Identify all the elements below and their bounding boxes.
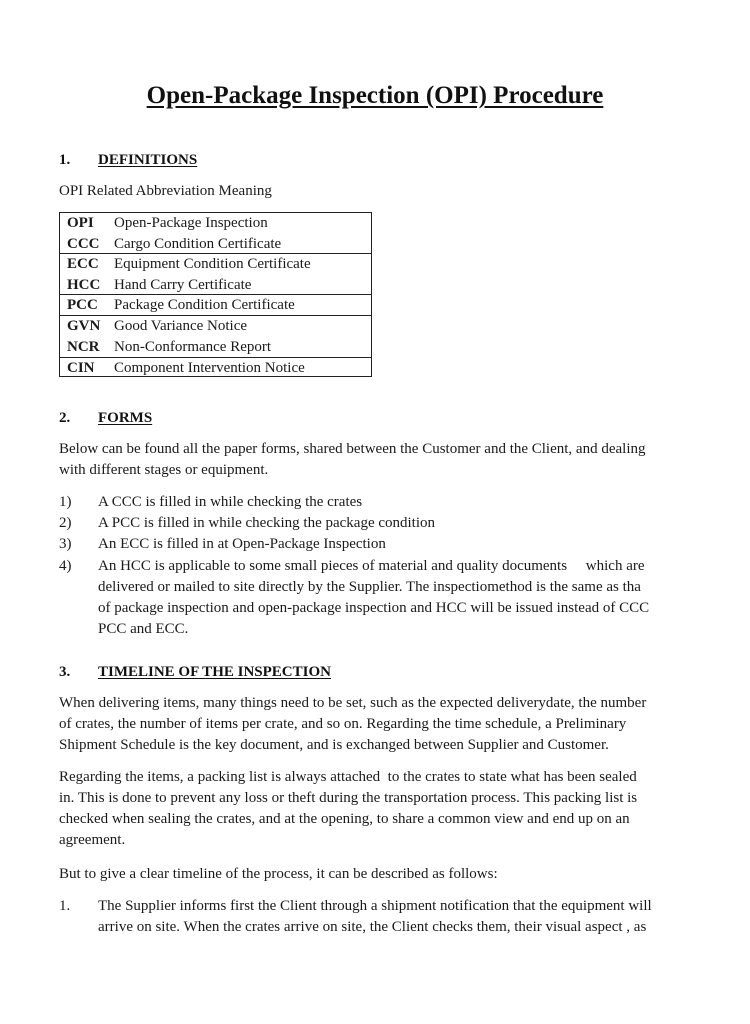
list-text: An ECC is filled in at Open-Package Inspection xyxy=(98,536,386,552)
paragraph-line: in. This is done to prevent any loss or theft during the transportation process. This packing list is xyxy=(59,790,638,806)
section-title: DEFINITIONS xyxy=(98,152,198,168)
paragraph-line: Shipment Schedule is the key document, and is exchanged between Supplier and Customer. xyxy=(59,737,609,753)
abbreviation: OPI xyxy=(67,215,94,231)
list-item xyxy=(59,492,689,513)
table-row xyxy=(60,254,371,275)
paragraph-line: checked when sealing the crates, and at the opening, to share a common view and end up on an xyxy=(59,811,630,827)
paragraph-line: When delivering items, many things need to be set, such as the expected deliverydate, the number xyxy=(59,695,647,711)
section-number: 2. xyxy=(59,410,71,426)
abbreviation: CIN xyxy=(67,360,95,376)
list-text-line: The Supplier informs first the Client through a shipment notification that the equipment will xyxy=(98,898,652,914)
list-item xyxy=(59,556,689,640)
table-row xyxy=(60,316,371,337)
meaning: Equipment Condition Certificate xyxy=(114,256,311,272)
list-number: 2) xyxy=(59,515,72,531)
meaning: Non-Conformance Report xyxy=(114,338,272,355)
section-number: 1. xyxy=(59,152,71,168)
list-text-line: delivered or mailed to site directly by the Supplier. The inspectiomethod is the same as tha xyxy=(98,579,641,595)
paragraph-line: agreement. xyxy=(59,832,126,848)
section-heading-forms xyxy=(59,410,152,427)
list-number: 3) xyxy=(59,536,72,552)
paragraph-line: Regarding the items, a packing list is always attached to the crates to state what has been sealed xyxy=(59,769,637,785)
paragraph-line: Below can be found all the paper forms, shared between the Customer and the Client, and dealing xyxy=(59,441,646,457)
abbreviation: ECC xyxy=(67,256,99,272)
meaning: Package Condition Certificate xyxy=(114,297,295,313)
page-title: Open-Package Inspection (OPI) Procedure xyxy=(146,82,604,109)
abbreviation: NCR xyxy=(67,338,100,355)
abbreviation-table xyxy=(59,212,372,377)
paragraph-line: of crates, the number of items per crate, and so on. Regarding the time schedule, a Preliminary xyxy=(59,716,627,732)
list-text-line: arrive on site. When the crates arrive on site, the Client checks them, their visual aspect , as xyxy=(98,919,647,935)
meaning: Cargo Condition Certificate xyxy=(114,235,282,252)
list-number: 4) xyxy=(59,558,72,574)
table-group xyxy=(60,254,371,295)
table-row xyxy=(60,234,371,255)
table-group xyxy=(60,316,371,358)
table-row xyxy=(60,213,371,234)
list-number: 1) xyxy=(59,494,72,510)
abbreviation: CCC xyxy=(67,235,100,252)
section-title: TIMELINE OF THE INSPECTION xyxy=(98,664,331,680)
paragraph-line: with different stages or equipment. xyxy=(59,462,269,478)
list-text: A PCC is filled in while checking the package condition xyxy=(98,515,436,531)
meaning: Component Intervention Notice xyxy=(114,360,305,376)
table-row xyxy=(60,275,371,296)
meaning: Hand Carry Certificate xyxy=(114,276,252,293)
list-item xyxy=(59,513,689,534)
table-row xyxy=(60,295,371,316)
table-group xyxy=(60,358,371,378)
meaning: Good Variance Notice xyxy=(114,318,248,334)
abbreviation: PCC xyxy=(67,297,98,313)
table-group xyxy=(60,213,371,254)
section-heading-timeline xyxy=(59,664,331,681)
list-item xyxy=(59,534,689,555)
abbreviation: HCC xyxy=(67,276,101,293)
list-text-line: An HCC is applicable to some small pieces of material and quality documents which are xyxy=(98,558,645,574)
abbreviation: GVN xyxy=(67,318,101,334)
section-heading-definitions xyxy=(59,152,197,169)
table-row xyxy=(60,337,371,358)
list-item xyxy=(59,896,689,938)
table-row xyxy=(60,358,371,379)
paragraph-line: But to give a clear timeline of the process, it can be described as follows: xyxy=(59,866,498,882)
section-title: FORMS xyxy=(98,410,153,426)
section-number: 3. xyxy=(59,664,71,680)
list-text: A CCC is filled in while checking the crates xyxy=(98,494,363,510)
definitions-intro: OPI Related Abbreviation Meaning xyxy=(59,183,272,199)
list-number: 1. xyxy=(59,898,71,914)
table-group xyxy=(60,295,371,316)
list-text-line: of package inspection and open-package inspection and HCC will be issued instead of CCC xyxy=(98,600,650,616)
list-text-line: PCC and ECC. xyxy=(98,621,189,637)
meaning: Open-Package Inspection xyxy=(114,215,268,231)
